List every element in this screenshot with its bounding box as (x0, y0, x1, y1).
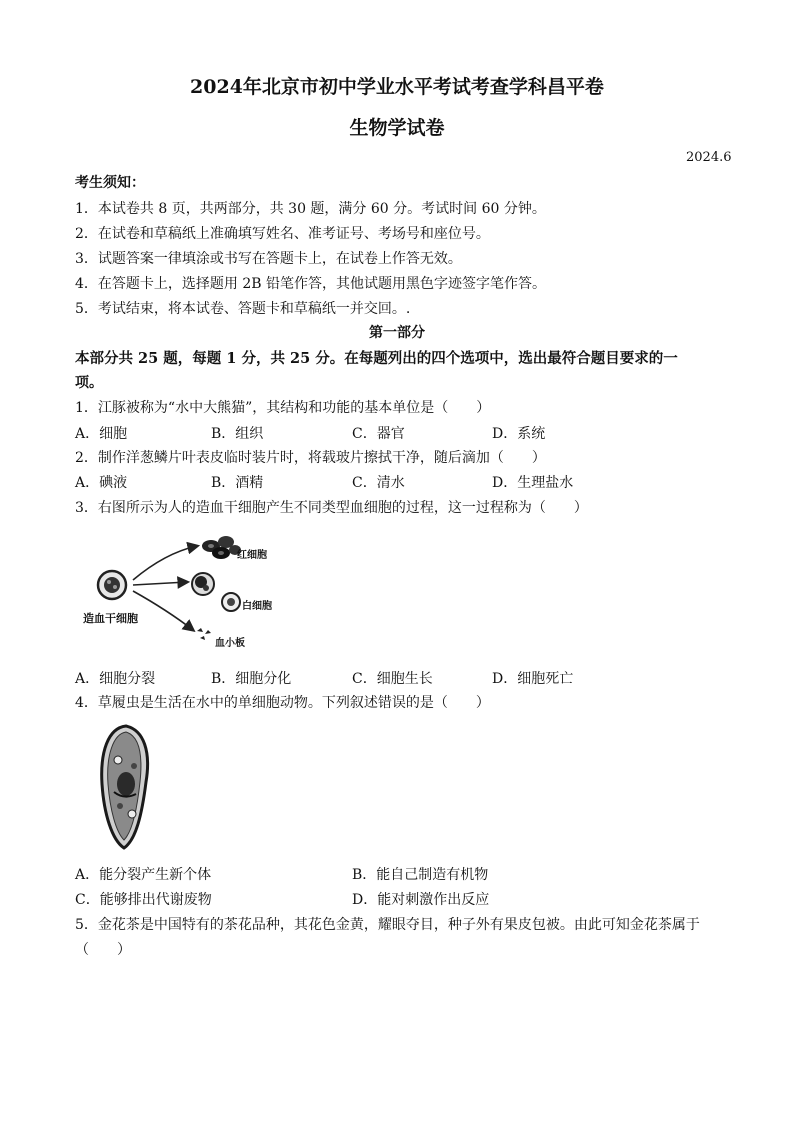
q1-option-b: B．组织 (211, 426, 264, 442)
part1-instruction-2: 项。 (75, 375, 103, 391)
q4-stem: 4．草履虫是生活在水中的单细胞动物。下列叙述错误的是（ ） (75, 695, 490, 711)
notice-item-4: 4．在答题卡上，选择题用 2B 铅笔作答，其他试题用黑色字迹签字笔作答。 (75, 276, 547, 292)
q3-option-a: A．细胞分裂 (75, 671, 156, 687)
label-red-cell: 红细胞 (237, 550, 267, 561)
part1-heading: 第一部分 (369, 325, 425, 341)
stem-cell-icon (98, 571, 126, 599)
label-platelet: 血小板 (215, 638, 245, 649)
q1-stem: 1．江豚被称为“水中大熊猫”，其结构和功能的基本单位是（ ） (75, 400, 491, 416)
arrow-to-red (133, 546, 197, 580)
notice-item-2: 2．在试卷和草稿纸上准确填写姓名、准考证号、考场号和座位号。 (75, 226, 490, 242)
notice-item-1: 1．本试卷共 8 页，共两部分，共 30 题，满分 60 分。考试时间 60 分钟。 (75, 201, 546, 217)
q5-stem-line-2: （ ） (75, 942, 131, 958)
label-white-cell: 白细胞 (242, 601, 272, 612)
label-stem-cell: 造血干细胞 (83, 612, 138, 625)
q2-option-a: A．碘液 (75, 475, 128, 491)
q2-option-d: D．生理盐水 (492, 475, 574, 491)
arrow-to-white (133, 582, 187, 585)
q4-option-b: B．能自己制造有机物 (352, 867, 489, 883)
notice-item-3: 3．试题答案一律填涂或书写在答题卡上，在试卷上作答无效。 (75, 251, 462, 267)
platelets-icon (197, 628, 211, 640)
exam-title: 2024年北京市初中学业水平考试考查学科昌平卷 (190, 76, 604, 98)
q1-option-c: C．器官 (352, 426, 405, 442)
exam-date: 2024.6 (686, 150, 732, 165)
arrow-to-platelet (133, 591, 193, 630)
q4-option-c: C．能够排出代谢废物 (75, 892, 212, 908)
q3-stem: 3．右图所示为人的造血干细胞产生不同类型血细胞的过程，这一过程称为（ ） (75, 500, 588, 516)
q2-option-b: B．酒精 (211, 475, 264, 491)
q1-option-a: A．细胞 (75, 426, 128, 442)
notice-item-5: 5．考试结束，将本试卷、答题卡和草稿纸一并交回。. (75, 301, 411, 317)
q3-option-d: D．细胞死亡 (492, 671, 574, 687)
q2-option-c: C．清水 (352, 475, 405, 491)
paramecium-figure (96, 722, 158, 852)
q3-option-b: B．细胞分化 (211, 671, 292, 687)
q4-option-a: A．能分裂产生新个体 (75, 867, 212, 883)
notice-heading: 考生须知： (75, 175, 145, 191)
white-blood-cells-icon (192, 573, 240, 611)
q2-stem: 2．制作洋葱鳞片叶表皮临时装片时，将载玻片擦拭干净，随后滴加（ ） (75, 450, 546, 466)
part1-instruction-1: 本部分共 25 题，每题 1 分，共 25 分。在每题列出的四个选项中，选出最符合题目要求的一 (75, 350, 678, 367)
q1-option-d: D．系统 (492, 426, 546, 442)
q5-stem-line-1: 5．金花茶是中国特有的茶花品种，其花色金黄，耀眼夺目，种子外有果皮包被。由此可知金花茶属于 (75, 917, 700, 933)
exam-subtitle: 生物学试卷 (349, 117, 445, 139)
q4-option-d: D．能对刺激作出反应 (352, 892, 490, 908)
red-blood-cells-icon (202, 536, 241, 559)
q3-option-c: C．细胞生长 (352, 671, 433, 687)
